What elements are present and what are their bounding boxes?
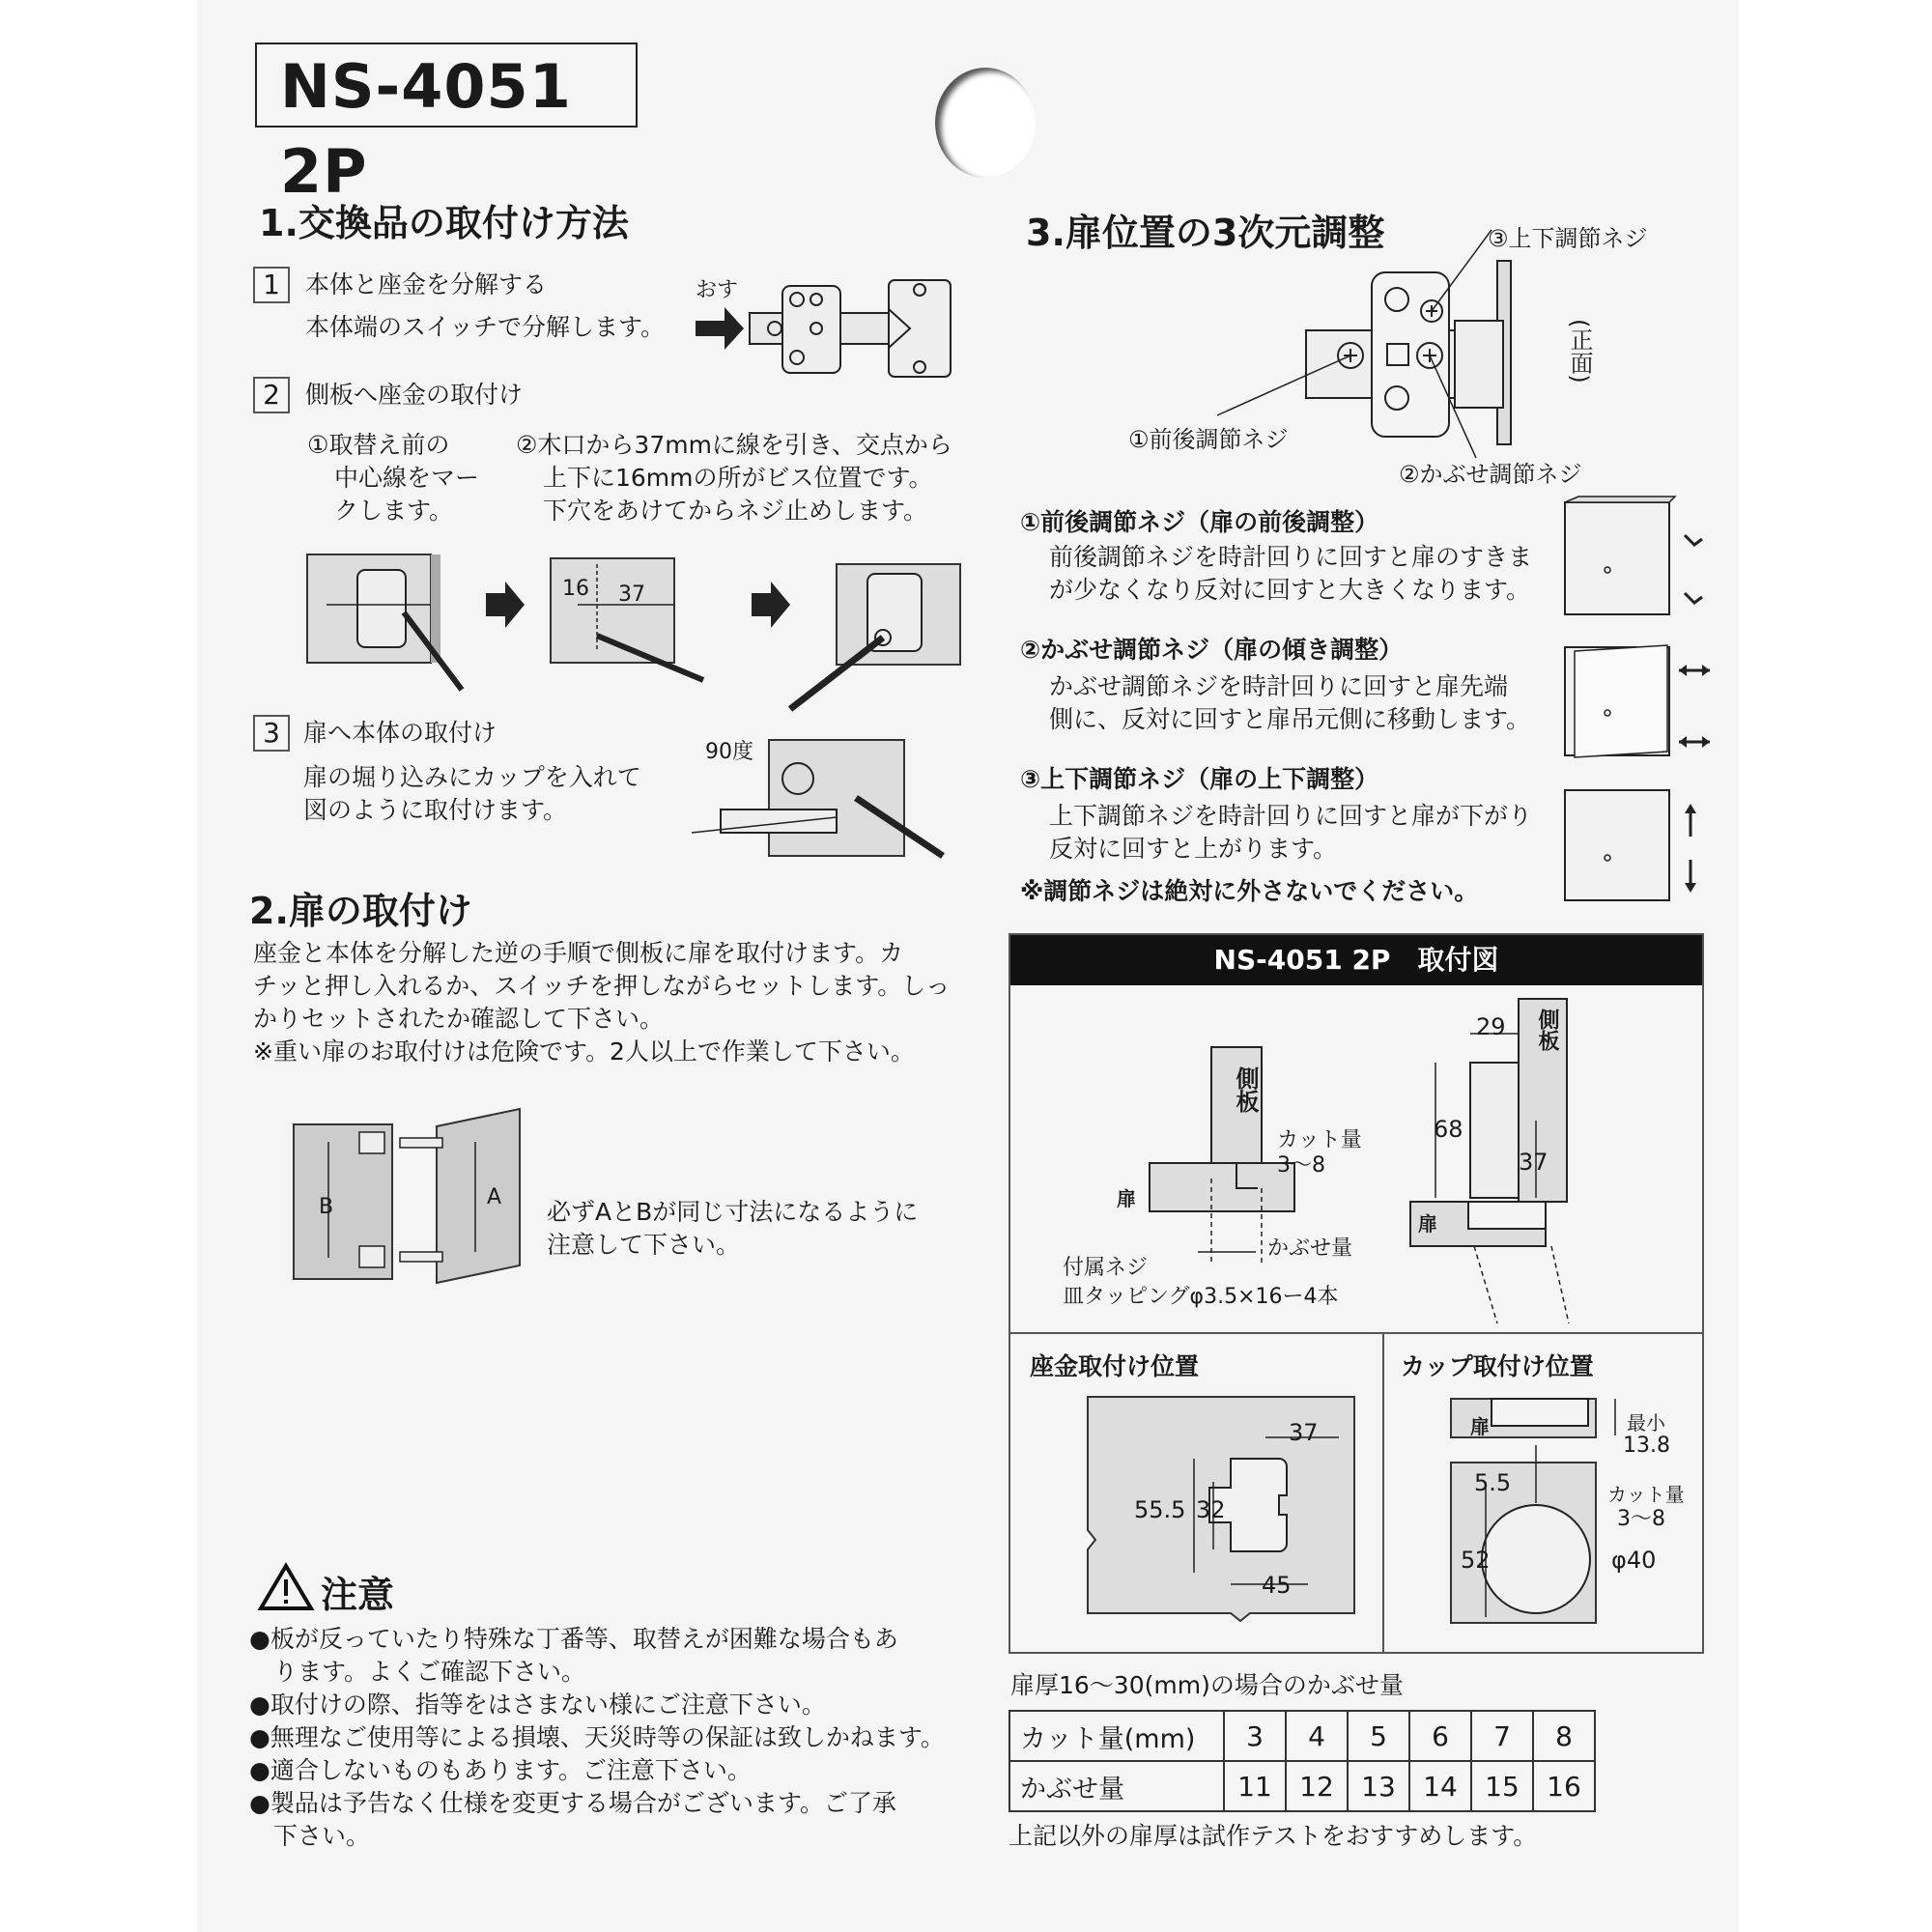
- step-3-body-2: 図のように取付けます。: [303, 796, 568, 824]
- table-row: [1009, 1761, 1595, 1811]
- cup-cut-label: カット量: [1607, 1483, 1685, 1506]
- step-2-heading: 側板へ座金の取付け: [305, 381, 524, 409]
- caution-item-5-cont: 下さい。: [249, 1822, 371, 1850]
- table-cell: 16: [1533, 1761, 1595, 1811]
- cup-door-label: 扉: [1470, 1415, 1490, 1438]
- dim-37-label: 37: [618, 582, 645, 607]
- table-cell: 12: [1286, 1761, 1348, 1811]
- table-cell: 7: [1471, 1711, 1533, 1761]
- step-2-text-a2: 中心線をマー: [334, 464, 480, 492]
- section-2-line-3: かりセットされたか確認して下さい。: [253, 1005, 665, 1033]
- cut-range-left: 3〜8: [1277, 1153, 1325, 1178]
- table-header-overlay: かぶせ量: [1009, 1761, 1224, 1811]
- cup-position-title: カップ取付け位置: [1401, 1352, 1594, 1380]
- caution-item-1-cont: ります。よくご確認下さい。: [249, 1658, 586, 1686]
- dim-37-right: 37: [1519, 1149, 1548, 1176]
- cut-label-left: カット量: [1277, 1128, 1362, 1152]
- cup-cut-range: 3〜8: [1617, 1507, 1665, 1531]
- adj-warning: ※調節ネジは絶対に外さないでください。: [1020, 877, 1479, 905]
- adj-2-line-2: 側に、反対に回すと扉吊元側に移動します。: [1049, 705, 1531, 733]
- door-label-right: 扉: [1418, 1212, 1437, 1236]
- adj-2-line-1: かぶせ調節ネジを時計回りに回すと扉先端: [1049, 672, 1509, 700]
- step-1-heading: 本体と座金を分解する: [305, 270, 548, 298]
- table-cell: 3: [1224, 1711, 1286, 1761]
- table-cell: 11: [1224, 1761, 1286, 1811]
- label-a: A: [487, 1185, 502, 1209]
- step-1-body: 本体端のスイッチで分解します。: [305, 313, 666, 341]
- caution-item-1: ●板が反っていたり特殊な丁番等、取替えが困難な場合もあ: [249, 1625, 898, 1653]
- adj-1-heading: ①前後調節ネジ（扉の前後調整）: [1020, 508, 1379, 536]
- front-label: (正面): [1566, 319, 1593, 384]
- step-3-body-1: 扉の堀り込みにカップを入れて: [303, 763, 641, 791]
- section-2-line-1: 座金と本体を分解した逆の手順で側板に扉を取付けます。カ: [253, 939, 904, 967]
- cup-diameter: φ40: [1611, 1547, 1657, 1574]
- dim-68: 68: [1434, 1116, 1463, 1143]
- step-2-text-a3: クします。: [334, 497, 454, 525]
- warning-icon: [259, 1563, 313, 1611]
- side-panel-label-left: 側板: [1232, 1066, 1259, 1113]
- push-label: おす: [696, 278, 739, 302]
- table-row: [1009, 1711, 1595, 1761]
- plate-dim-55-5: 55.5: [1134, 1496, 1186, 1523]
- dim-29: 29: [1476, 1013, 1506, 1040]
- step-2-illustrations: [307, 554, 964, 719]
- overlay-table-footer: 上記以外の扉厚は試作テストをおすすめします。: [1009, 1822, 1538, 1850]
- label-b: B: [319, 1195, 334, 1219]
- adj-2-heading: ②かぶせ調節ネジ（扉の傾き調整）: [1020, 636, 1404, 664]
- screws-label-1: 付属ネジ: [1063, 1256, 1149, 1280]
- table-cell: 5: [1348, 1711, 1409, 1761]
- table-cell: 4: [1286, 1711, 1348, 1761]
- step-2-text-b2: 上下に16mmの所がビス位置です。: [543, 464, 933, 492]
- table-cell: 14: [1409, 1761, 1471, 1811]
- adj-3-line-1: 上下調節ネジを時計回りに回すと扉が下がり: [1049, 802, 1533, 830]
- caution-item-4: ●適合しないものもあります。ご注意下さい。: [249, 1756, 752, 1784]
- install-drawing-title: NS-4051 2P 取付図: [1010, 935, 1702, 985]
- step-2-number: 2: [253, 377, 290, 413]
- step-2-text-b1: ②木口から37mmに線を引き、交点から: [516, 431, 952, 459]
- overlay-table: [1009, 1710, 1596, 1812]
- step-2-text-b3: 下穴をあけてからネジ止めします。: [543, 497, 928, 525]
- section-1-title: 1.交換品の取付け方法: [259, 202, 629, 244]
- table-header-cut: カット量(mm): [1009, 1711, 1224, 1761]
- section-2-warning: ※重い扉のお取付けは危険です。2人以上で作業して下さい。: [253, 1037, 915, 1065]
- door-ab-illustration: [292, 1107, 533, 1291]
- hinge-separate-illustration: [696, 270, 966, 386]
- screw-2-callout: ②かぶせ調節ネジ: [1399, 461, 1582, 488]
- step-3-heading: 扉へ本体の取付け: [303, 719, 497, 747]
- adj-3-line-2: 反対に回すと上がります。: [1049, 835, 1338, 863]
- adj-1-line-1: 前後調節ネジを時計回りに回すと扉のすきま: [1049, 543, 1533, 571]
- adj-1-line-2: が少なくなり反対に回すと大きくなります。: [1049, 576, 1531, 604]
- table-cell: 15: [1471, 1761, 1533, 1811]
- hinge-top-view-illustration: [1208, 243, 1555, 446]
- step-3-number: 3: [253, 715, 290, 752]
- ab-note-1: 必ずAとBが同じ寸法になるように: [547, 1198, 919, 1226]
- plate-dim-32: 32: [1196, 1496, 1226, 1523]
- plate-dim-45: 45: [1262, 1572, 1292, 1599]
- caution-title: 注意: [321, 1574, 395, 1616]
- cup-min-label: 最小: [1627, 1411, 1665, 1435]
- plate-dim-37: 37: [1289, 1419, 1319, 1446]
- model-title: NS-4051 2P: [255, 43, 638, 128]
- step-2-text-a1: ①取替え前の: [307, 431, 450, 459]
- screw-3-callout: ③上下調節ネジ: [1488, 225, 1648, 252]
- table-cell: 8: [1533, 1711, 1595, 1761]
- cup-min-value: 13.8: [1623, 1434, 1670, 1458]
- screws-label-2: 皿タッピングφ3.5×16ー4本: [1063, 1285, 1339, 1309]
- screw-1-callout: ①前後調節ネジ: [1128, 426, 1289, 453]
- step-1-number: 1: [253, 267, 290, 303]
- step-3-illustration: [692, 740, 962, 875]
- ab-note-2: 注意して下さい。: [547, 1231, 741, 1259]
- cabinet-adjust-illustrations: [1559, 497, 1714, 912]
- section-2-line-2: チッと押し入れるか、スイッチを押しながらセットします。しっ: [253, 972, 951, 1000]
- door-label-left: 扉: [1117, 1187, 1136, 1210]
- side-panel-label-right: 側板: [1535, 1009, 1559, 1051]
- hanging-hole: [935, 68, 1036, 178]
- plate-position-title: 座金取付け位置: [1030, 1352, 1200, 1380]
- cup-dim-5-5: 5.5: [1474, 1469, 1512, 1496]
- adj-3-heading: ③上下調節ネジ（扉の上下調整）: [1020, 765, 1379, 793]
- table-cell: 13: [1348, 1761, 1409, 1811]
- section-3-title: 3.扉位置の3次元調整: [1026, 212, 1385, 254]
- caution-item-2: ●取付けの際、指等をはさまない様にご注意下さい。: [249, 1690, 826, 1719]
- dim-16-label: 16: [562, 577, 589, 601]
- cup-dim-52: 52: [1461, 1547, 1491, 1574]
- overlay-table-caption: 扉厚16〜30(mm)の場合のかぶせ量: [1010, 1671, 1404, 1699]
- overlay-label: かぶせ量: [1267, 1236, 1353, 1261]
- angle-90-label: 90度: [705, 740, 753, 764]
- caution-item-3: ●無理なご使用等による損壊、天災時等の保証は致しかねます。: [249, 1723, 945, 1751]
- section-2-title: 2.扉の取付け: [249, 890, 472, 932]
- table-cell: 6: [1409, 1711, 1471, 1761]
- caution-item-5: ●製品は予告なく仕様を変更する場合がございます。ご了承: [249, 1789, 896, 1817]
